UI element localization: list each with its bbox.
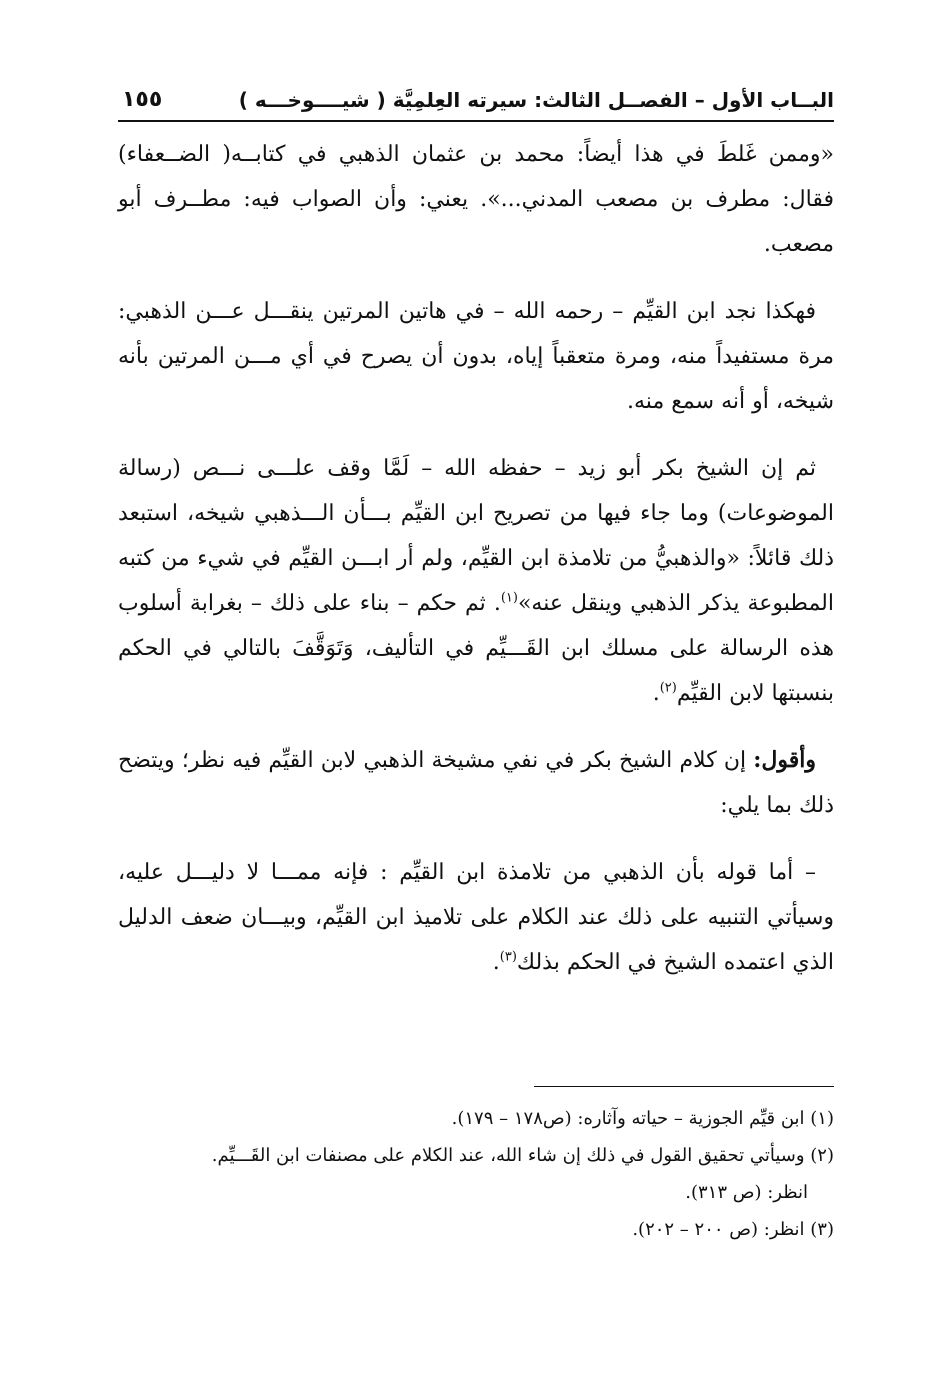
book-page	[118, 80, 834, 1240]
running-header	[118, 80, 834, 122]
chapter-title: البــاب الأول – الفصــل الثالث: سيرته العِلمِيَّة ( شيــــوخـــه )	[238, 88, 834, 112]
body-text	[118, 132, 834, 985]
paragraph-author-response	[118, 738, 834, 828]
footnote-ref-3[interactable]: (٣)	[499, 949, 517, 965]
paragraph-text-part: .	[652, 681, 660, 706]
footnotes	[118, 1100, 834, 1248]
paragraph-quote: «وممن غَلطَ في هذا أيضاً: محمد بن عثمان الذهبي في كتابــه( الضــعفاء) فقال: مطرف بن مصعب المدني...». يعني: وأن الصواب فيه: مطــرف أبو مصعب.	[118, 142, 834, 257]
footnote-separator	[534, 1086, 834, 1087]
footnote-1: (١) ابن قيِّم الجوزية – حياته وآثاره: (ص١٧٨ – ١٧٩).	[451, 1108, 834, 1129]
paragraph-text-part: إن كلام الشيخ بكر في نفي مشيخة الذهبي لابن القيِّم فيه نظر؛ ويتضح ذلك بما يلي:	[118, 748, 834, 818]
paragraph-bakr-abu-zaid	[118, 446, 834, 716]
footnote-ref-1[interactable]: (١)	[500, 590, 518, 606]
footnote-3: (٣) انظر: (ص ٢٠٠ – ٢٠٢).	[632, 1219, 834, 1240]
footnote-2-continued: انظر: (ص ٣١٣).	[685, 1182, 808, 1203]
footnote-ref-2[interactable]: (٢)	[659, 680, 677, 696]
paragraph-ibn-qayyim-quotes: فهكذا نجد ابن القيِّم – رحمه الله – في هاتين المرتين ينقـــل عـــن الذهبي: مرة مستفيداً منه، ومرة متعقباً إياه، بدون أن يصرح في أي مـــن المرتين بأنه شيخه، أو أنه سمع منه.	[118, 299, 834, 414]
lead-word: وأقول:	[753, 747, 816, 773]
paragraph-text-part: . ثم حكم – بناء على ذلك – بغرابة أسلوب هذه الرسالة على مسلك ابن القَـــيِّم في التأليف، وَتَوَقَّفَ بالتالي في الحكم بنسبتها لابن القيِّم	[118, 591, 834, 706]
footnote-2: (٢) وسيأتي تحقيق القول في ذلك إن شاء الله، عند الكلام على مصنفات ابن القَـــيِّم.	[211, 1145, 834, 1166]
paragraph-text-part: ثم إن الشيخ بكر أبو زيد – حفظه الله – لَمَّا وقف علـــى نـــص (رسالة الموضوعات) وما جاء فيها من تصريح ابن القيِّم بـــأن الـــذهبي شيخه، استبعد ذلك قائلاً: «والذهبيُّ من تلامذة ابن القيِّم، ولم أر ابـــن القيِّم في شيء من كتبه المطبوعة يذكر الذهبي وينقل عنه»	[118, 456, 834, 616]
paragraph-text-part: .	[492, 950, 500, 975]
page-number: ١٥٥	[122, 87, 163, 112]
paragraph-text-part: – أما قوله بأن الذهبي من تلامذة ابن القيِّم : فإنه ممـــا لا دليـــل عليه، وسيأتي التنبيه على ذلك عند الكلام على تلاميذ ابن القيِّم، وبيـــان ضعف الدليل الذي اعتمده الشيخ في الحكم بذلك	[118, 860, 834, 975]
paragraph-first-point	[118, 850, 834, 985]
